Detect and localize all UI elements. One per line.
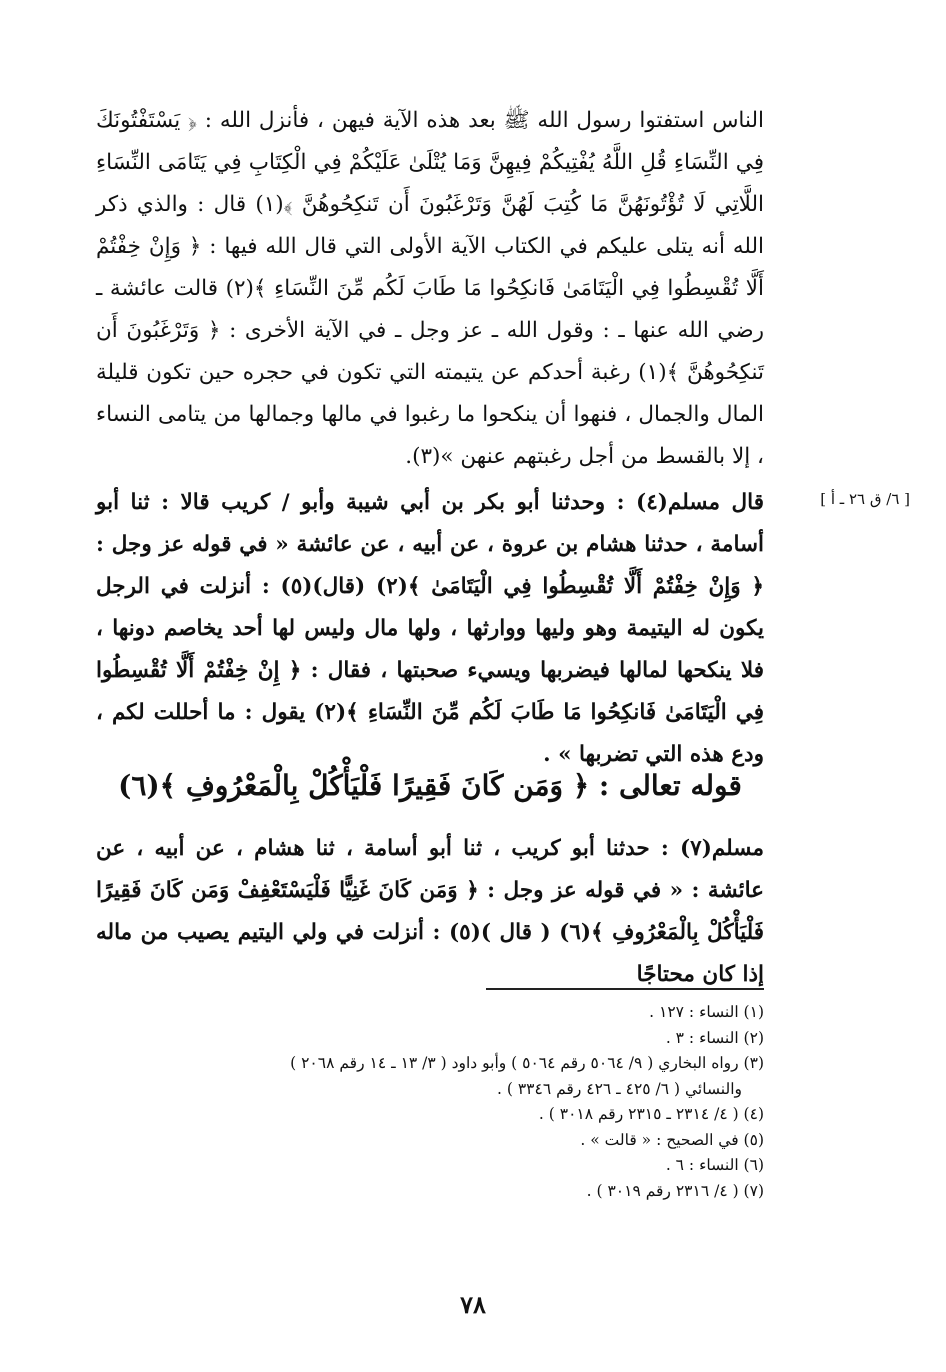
footnote: (٦) النساء : ٦ . — [665, 1156, 764, 1174]
paragraph-text: الناس استفتوا رسول الله ﷺ بعد هذه الآية فيهن ، فأنزل الله : ﴿ يَسْتَفْتُونَكَ فِي النِّسَاءِ قُلِ اللَّهُ يُفْتِيكُمْ فِيهِنَّ وَمَا يُتْلَىٰ عَلَيْكُمْ فِي الْكِتَابِ فِي يَتَامَى النِّسَاءِ اللَّاتِي لَا تُؤْتُونَهُنَّ مَا كُتِبَ لَهُنَّ وَتَرْغَبُونَ أَن تَنكِحُوهُنَّ ﴾(١) قال : والذي ذكر الله أنه يتلى عليكم في الكتاب الآية الأولى التي قال الله فيها : ﴿ وَإِنْ خِفْتُمْ أَلَّا تُقْسِطُوا فِي الْيَتَامَىٰ فَانكِحُوا مَا طَابَ لَكُم مِّنَ النِّسَاءِ ﴾(٢) قالت عائشة ـ رضي الله عنها ـ : وقول الله ـ عز وجل ـ في الآية الأخرى : ﴿ وَتَرْغَبُونَ أَن تَنكِحُوهُنَّ ﴾(١) رغبة أحدكم عن يتيمته التي تكون في حجره حين تكون قليلة المال والجمال ، فنهوا أن ينكحوا ما رغبوا في مالها وجمالها من يتامى النساء ، إلا بالقسط من أجل رغبتهم عنهن »(٣). — [96, 108, 764, 469]
paragraph-muslim-narration — [96, 482, 764, 776]
footnote: (٥) في الصحيح : « قالت » . — [580, 1130, 764, 1149]
footnote: (٣) رواه البخاري ( ٩/ ٥٠٦٤ رقم ٥٠٦٤ ) وأبو داود ( ٣/ ١٣ ـ ١٤ رقم ٢٠٦٨ ) — [290, 1054, 764, 1072]
footnote: (١) النساء : ١٢٧ . — [649, 1003, 764, 1021]
footnote-divider — [486, 988, 764, 990]
page-number: ٧٨ — [460, 1290, 486, 1319]
footnote: (٤) ( ٤/ ٢٣١٤ ـ ٢٣١٥ رقم ٣٠١٨ ) . — [538, 1105, 764, 1123]
manuscript-folio-note: [ ٦/ ق ٢٦ ـ أ ] — [820, 490, 910, 508]
paragraph-text: قال مسلم(٤) : وحدثنا أبو بكر بن أبي شيبة وأبو / كريب قالا : ثنا أبو أسامة ، حدثنا هشام بن عروة ، عن أبيه ، عن عائشة « في قوله عز وجل : ﴿ وَإِنْ خِفْتُمْ أَلَّا تُقْسِطُوا فِي الْيَتَامَىٰ ﴾(٢) (قال)(٥) : أنزلت في الرجل يكون له اليتيمة وهو وليها ووارثها ، ولها مال وليس لها أحد يخاصم دونها ، فلا ينكحها لمالها فيضربها ويسيء صحبتها ، فقال : ﴿ إِنْ خِفْتُمْ أَلَّا تُقْسِطُوا فِي الْيَتَامَىٰ فَانكِحُوا مَا طَابَ لَكُم مِّنَ النِّسَاءِ ﴾(٢) يقول : ما أحللت لكم ، ودع هذه التي تضربها » . — [96, 490, 765, 767]
footnote: (٢) النساء : ٣ . — [665, 1028, 764, 1047]
footnote-continuation: والنسائي ( ٦/ ٤٢٥ ـ ٤٢٦ رقم ٣٣٤٦ ) . — [497, 1079, 742, 1098]
paragraph-muslim-narration-2 — [96, 828, 764, 996]
footnotes — [96, 1000, 764, 1204]
footnote: (٧) ( ٤/ ٢٣١٦ رقم ٣٠١٩ ) . — [586, 1181, 764, 1200]
paragraph-text: مسلم(٧) : حدثنا أبو كريب ، ثنا أبو أسامة ، ثنا هشام ، عن أبيه ، عن عائشة : « في قوله عز وجل : ﴿ وَمَن كَانَ غَنِيًّا فَلْيَسْتَعْفِفْ وَمَن كَانَ فَقِيرًا فَلْيَأْكُلْ بِالْمَعْرُوفِ ﴾(٦) ( قال )(٥) : أنزلت في ولي اليتيم يصيب من ماله إذا كان محتاجًا — [96, 836, 764, 987]
paragraph-hadith-aisha-1 — [96, 100, 764, 478]
section-heading: قوله تعالى : ﴿ وَمَن كَانَ فَقِيرًا فَلْيَأْكُلْ بِالْمَعْرُوفِ ﴾(٦) — [118, 769, 742, 802]
